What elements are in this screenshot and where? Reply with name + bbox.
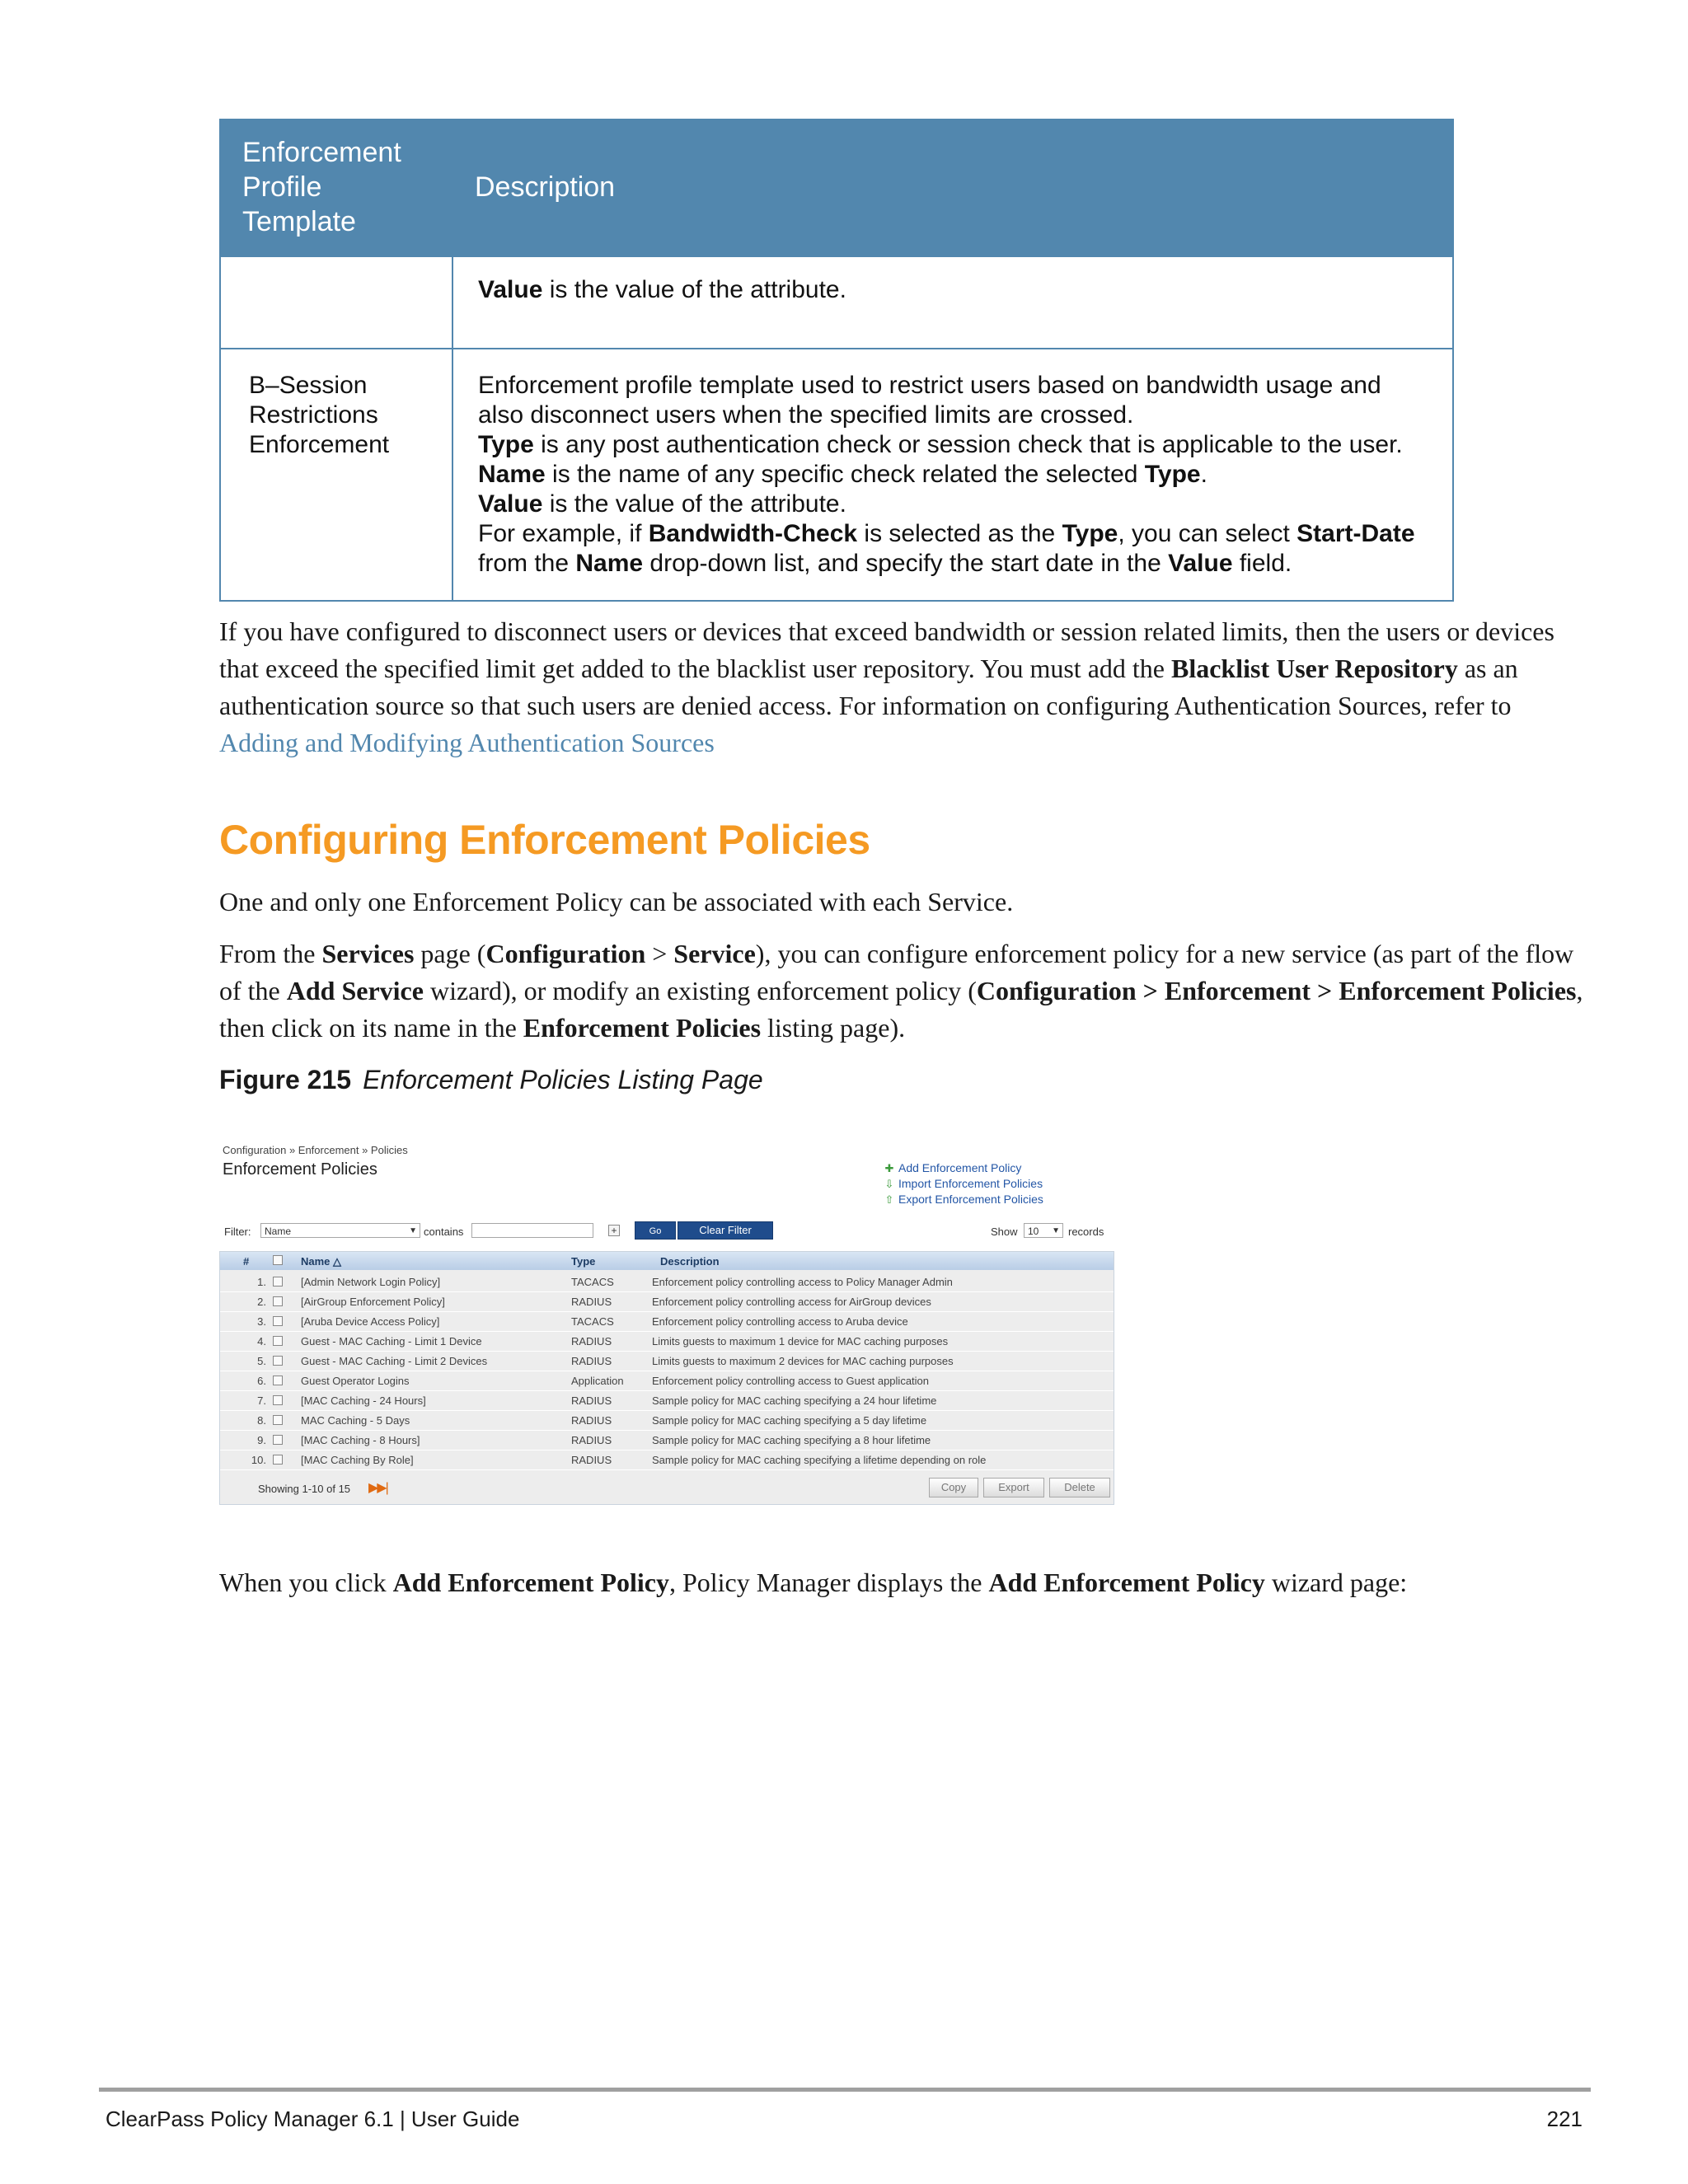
row-checkbox[interactable] bbox=[273, 1356, 283, 1366]
link-label: Import Enforcement Policies bbox=[898, 1177, 1043, 1190]
term-text: For example, if bbox=[478, 520, 649, 547]
table-row bbox=[220, 256, 1453, 349]
term-text: is the value of the attribute. bbox=[542, 276, 846, 303]
desc-line: Enforcement profile template used to restrict users based on bandwidth usage and also disconnect users when the specified limits are crossed. bbox=[478, 372, 1381, 429]
term: Type bbox=[1062, 520, 1118, 547]
term: Name bbox=[575, 550, 644, 577]
enforcement-policies-screenshot bbox=[219, 1137, 1114, 1505]
add-filter-icon[interactable]: + bbox=[608, 1225, 620, 1236]
text: wizard page: bbox=[1264, 1568, 1408, 1597]
wizard-paragraph bbox=[219, 1564, 1587, 1601]
import-icon: ⇩ bbox=[884, 1178, 894, 1190]
row-checkbox[interactable] bbox=[273, 1277, 283, 1286]
figure-caption bbox=[219, 1065, 763, 1095]
table-footer bbox=[220, 1471, 1114, 1504]
term: Start-Date bbox=[1296, 520, 1415, 547]
bold-text: Configuration bbox=[485, 939, 646, 968]
row-checkbox[interactable] bbox=[273, 1316, 283, 1326]
copy-button[interactable]: Copy bbox=[929, 1478, 978, 1497]
description-cell bbox=[452, 349, 1453, 601]
bold-text: Enforcement Policies bbox=[523, 1013, 762, 1043]
row-name[interactable]: [MAC Caching - 24 Hours] bbox=[301, 1394, 426, 1407]
next-page-icon[interactable]: ▶▶| bbox=[368, 1481, 387, 1495]
table-row[interactable] bbox=[220, 1351, 1114, 1371]
row-name[interactable]: Guest Operator Logins bbox=[301, 1375, 410, 1387]
desc-line bbox=[478, 460, 1431, 490]
blacklist-paragraph bbox=[219, 613, 1587, 762]
records-per-page-select[interactable] bbox=[1024, 1223, 1063, 1238]
intro-paragraph: One and only one Enforcement Policy can be associated with each Service. bbox=[219, 887, 1014, 916]
action-links bbox=[884, 1160, 1043, 1207]
row-checkbox[interactable] bbox=[273, 1296, 283, 1306]
row-checkbox[interactable] bbox=[273, 1336, 283, 1346]
text: page ( bbox=[414, 939, 486, 968]
table-row[interactable] bbox=[220, 1450, 1114, 1470]
link-label: Export Enforcement Policies bbox=[898, 1193, 1043, 1206]
header-template: Enforcement Profile Template bbox=[220, 120, 452, 256]
term: Type bbox=[478, 431, 534, 458]
desc-line bbox=[478, 430, 1431, 460]
row-description: Sample policy for MAC caching specifying a lifetime depending on role bbox=[652, 1454, 987, 1466]
term-text: drop-down list, and specify the start date in the bbox=[643, 550, 1169, 577]
column-num: # bbox=[243, 1255, 250, 1268]
table-row bbox=[220, 349, 1453, 601]
row-number: 5. bbox=[257, 1355, 266, 1367]
row-description: Limits guests to maximum 1 device for MAC caching purposes bbox=[652, 1335, 949, 1347]
text: ), you can configure enforcement policy for a new service (as part of the flow of the bbox=[219, 939, 1574, 1005]
row-type: TACACS bbox=[571, 1276, 614, 1288]
row-number: 10. bbox=[251, 1454, 266, 1466]
table-row[interactable] bbox=[220, 1331, 1114, 1352]
delete-button[interactable]: Delete bbox=[1049, 1478, 1110, 1497]
term: Type bbox=[1144, 461, 1201, 488]
table-row[interactable] bbox=[220, 1390, 1114, 1411]
bold-text: Blacklist User Repository bbox=[1170, 654, 1458, 683]
row-type: RADIUS bbox=[571, 1335, 612, 1347]
row-checkbox[interactable] bbox=[273, 1376, 283, 1385]
row-name[interactable]: [Aruba Device Access Policy] bbox=[301, 1315, 440, 1328]
text: , Policy Manager displays the bbox=[668, 1568, 989, 1597]
row-description: Enforcement policy controlling access to Guest application bbox=[652, 1375, 930, 1387]
select-all-checkbox[interactable] bbox=[273, 1255, 283, 1265]
text: From the bbox=[219, 939, 322, 968]
row-name[interactable]: [MAC Caching - 8 Hours] bbox=[301, 1434, 420, 1446]
template-description-table bbox=[219, 119, 1454, 602]
template-cell bbox=[220, 349, 452, 601]
column-name[interactable]: Name △ bbox=[301, 1255, 342, 1268]
chevron-down-icon: ▼ bbox=[409, 1226, 417, 1235]
row-description: Enforcement policy controlling access to Aruba device bbox=[652, 1315, 908, 1328]
row-type: RADIUS bbox=[571, 1434, 612, 1446]
term-text: is the name of any specific check related the selected bbox=[545, 461, 1145, 488]
header-description: Description bbox=[452, 120, 1453, 256]
desc-line bbox=[478, 490, 1431, 519]
go-button[interactable]: Go bbox=[635, 1221, 676, 1240]
table-row[interactable] bbox=[220, 1371, 1114, 1391]
row-checkbox[interactable] bbox=[273, 1395, 283, 1405]
row-checkbox[interactable] bbox=[273, 1415, 283, 1425]
template-name: Session Restrictions Enforcement bbox=[249, 372, 390, 458]
chevron-down-icon: ▼ bbox=[1052, 1226, 1060, 1235]
row-checkbox[interactable] bbox=[273, 1435, 283, 1445]
auth-sources-link[interactable]: Adding and Modifying Authentication Sources bbox=[219, 728, 715, 757]
row-checkbox[interactable] bbox=[273, 1455, 283, 1465]
term: Name bbox=[478, 461, 546, 488]
export-icon: ⇧ bbox=[884, 1193, 894, 1206]
column-type[interactable]: Type bbox=[571, 1255, 596, 1268]
term-text: from the bbox=[478, 550, 576, 577]
row-name[interactable]: [MAC Caching By Role] bbox=[301, 1454, 414, 1466]
bold-text: Services bbox=[321, 939, 415, 968]
row-type: RADIUS bbox=[571, 1414, 612, 1427]
section-title: Configuring Enforcement Policies bbox=[219, 817, 870, 863]
filter-bar bbox=[219, 1221, 1114, 1241]
show-label: Show bbox=[991, 1226, 1018, 1238]
filter-label: Filter: bbox=[224, 1226, 251, 1238]
text: wizard), or modify an existing enforcement policy ( bbox=[423, 976, 977, 1005]
row-name[interactable]: MAC Caching - 5 Days bbox=[301, 1414, 410, 1427]
row-number: 7. bbox=[257, 1394, 266, 1407]
row-number: 1. bbox=[257, 1276, 266, 1288]
figure-title: Enforcement Policies Listing Page bbox=[363, 1065, 763, 1094]
row-number: 9. bbox=[257, 1434, 266, 1446]
row-number: 8. bbox=[257, 1414, 266, 1427]
clear-filter-button[interactable]: Clear Filter bbox=[678, 1221, 773, 1240]
text: > bbox=[645, 939, 674, 968]
table-row[interactable] bbox=[220, 1291, 1114, 1312]
term: Bandwidth-Check bbox=[648, 520, 858, 547]
row-description: Sample policy for MAC caching specifying a 5 day lifetime bbox=[652, 1414, 927, 1427]
add-policy-link[interactable] bbox=[884, 1160, 1043, 1176]
term: Value bbox=[478, 276, 543, 303]
term: Value bbox=[1168, 550, 1233, 577]
select-value: 10 bbox=[1028, 1226, 1039, 1237]
table-row[interactable] bbox=[220, 1410, 1114, 1431]
description-cell bbox=[452, 256, 1453, 349]
template-cell bbox=[220, 256, 452, 349]
term-text: is any post authentication check or session check that is applicable to the user. bbox=[533, 431, 1403, 458]
row-type: RADIUS bbox=[571, 1296, 612, 1308]
text: , then click on its name in the bbox=[219, 976, 1583, 1043]
contains-label: contains bbox=[424, 1226, 464, 1238]
figure-label: Figure 215 bbox=[219, 1065, 352, 1094]
term-text: is the value of the attribute. bbox=[542, 490, 846, 518]
bold-text: Configuration > Enforcement > Enforcement Policies bbox=[976, 976, 1577, 1005]
bold-text: Add Enforcement Policy bbox=[988, 1568, 1265, 1597]
row-name[interactable]: [AirGroup Enforcement Policy] bbox=[301, 1296, 445, 1308]
bold-text: Service bbox=[673, 939, 756, 968]
footer-title: ClearPass Policy Manager 6.1 | User Guide bbox=[106, 2107, 520, 2131]
export-button[interactable]: Export bbox=[983, 1478, 1044, 1497]
page-number: 221 bbox=[1546, 2107, 1582, 2131]
desc-line bbox=[478, 519, 1431, 579]
row-name[interactable]: [Admin Network Login Policy] bbox=[301, 1276, 441, 1288]
text: When you click bbox=[219, 1568, 393, 1597]
breadcrumb[interactable]: Configuration » Enforcement » Policies bbox=[223, 1144, 408, 1156]
row-type: RADIUS bbox=[571, 1394, 612, 1407]
add-icon: ✚ bbox=[884, 1162, 894, 1174]
row-type: RADIUS bbox=[571, 1454, 612, 1466]
table-row[interactable] bbox=[220, 1430, 1114, 1451]
row-number: 3. bbox=[257, 1315, 266, 1328]
link-label: Add Enforcement Policy bbox=[898, 1161, 1022, 1174]
term-text: . bbox=[1200, 461, 1207, 488]
row-name[interactable]: Guest - MAC Caching - Limit 2 Devices bbox=[301, 1355, 488, 1367]
row-description: Sample policy for MAC caching specifying a 8 hour lifetime bbox=[652, 1434, 931, 1446]
records-label: records bbox=[1068, 1226, 1104, 1238]
text: listing page). bbox=[761, 1013, 906, 1043]
row-type: TACACS bbox=[571, 1315, 614, 1328]
table-row[interactable] bbox=[220, 1272, 1114, 1292]
row-description: Enforcement policy controlling access to Policy Manager Admin bbox=[652, 1276, 953, 1288]
page-title: Enforcement Policies bbox=[223, 1160, 377, 1179]
row-description: Sample policy for MAC caching specifying a 24 hour lifetime bbox=[652, 1394, 937, 1407]
row-number: 6. bbox=[257, 1375, 266, 1387]
text: If you have configured to disconnect users or devices that exceed bandwidth or session related limits, then the users or devices that exceed the specified limit get added to the blacklist user repository. You must add the bbox=[219, 616, 1554, 683]
term-text: , you can select bbox=[1118, 520, 1297, 547]
bold-text: Add Enforcement Policy bbox=[392, 1568, 669, 1597]
row-number: 2. bbox=[257, 1296, 266, 1308]
table-header bbox=[220, 1252, 1114, 1270]
select-value: Name bbox=[265, 1226, 292, 1237]
term-text: is selected as the bbox=[857, 520, 1062, 547]
filter-value-input[interactable] bbox=[471, 1223, 593, 1238]
row-description: Limits guests to maximum 2 devices for MAC caching purposes bbox=[652, 1355, 954, 1367]
bold-text: Add Service bbox=[286, 976, 424, 1005]
row-description: Enforcement policy controlling access for AirGroup devices bbox=[652, 1296, 931, 1308]
term-text: field. bbox=[1232, 550, 1292, 577]
row-type: RADIUS bbox=[571, 1355, 612, 1367]
table-row[interactable] bbox=[220, 1311, 1114, 1332]
term: Value bbox=[478, 490, 543, 518]
row-type: Application bbox=[571, 1375, 624, 1387]
text: as an authentication source so that such users are denied access. For information on configuring Authentication Sources, refer to bbox=[219, 654, 1518, 720]
template-prefix: B– bbox=[249, 372, 279, 399]
services-paragraph bbox=[219, 935, 1587, 1047]
row-name[interactable]: Guest - MAC Caching - Limit 1 Device bbox=[301, 1335, 482, 1347]
import-policies-link[interactable] bbox=[884, 1176, 1043, 1192]
export-policies-link[interactable] bbox=[884, 1192, 1043, 1207]
column-description[interactable]: Description bbox=[660, 1255, 720, 1268]
policies-table bbox=[219, 1251, 1114, 1505]
row-number: 4. bbox=[257, 1335, 266, 1347]
filter-field-select[interactable] bbox=[260, 1223, 420, 1238]
footer-divider bbox=[99, 2088, 1591, 2092]
pagination-status: Showing 1-10 of 15 bbox=[258, 1483, 351, 1495]
table-header-row bbox=[220, 120, 1453, 256]
